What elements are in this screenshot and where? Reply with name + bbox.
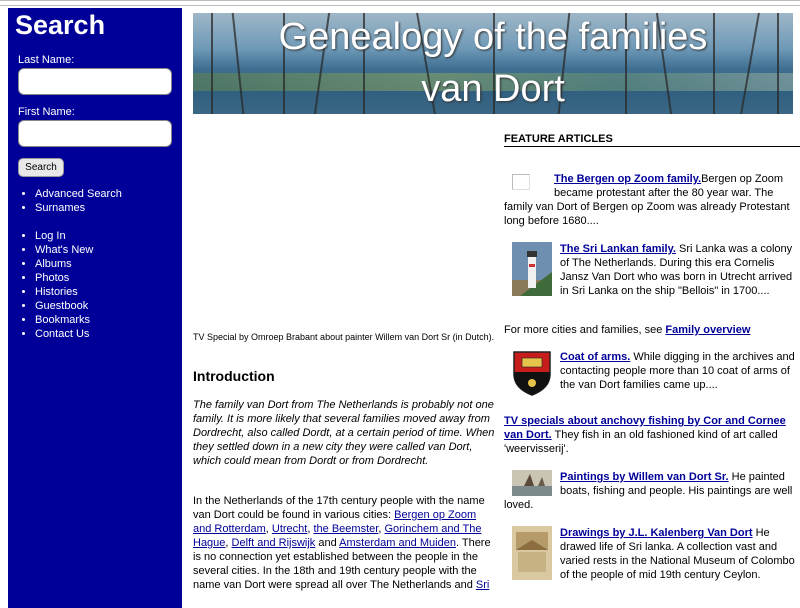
intro-paragraph: The family van Dort from The Netherlands is probably not one family. It is more likely that several families moved away from Dordrecht, also called Dordt, at a certain period of time. When they settled down in a new city they were called van Dort, which could mean from Dordt or from Dordrecht. bbox=[193, 399, 495, 467]
article-drawings: Drawings by J.L. Kalenberg Van Dort He drawed life of Sri lanka. A collection vast and varied rests in the National Museum of Colombo of the people of mid 19th century Ceylon. bbox=[504, 526, 800, 582]
feature-articles-heading: FEATURE ARTICLES bbox=[504, 133, 800, 147]
painting-thumbnail[interactable] bbox=[512, 470, 552, 496]
article-link-sri-lankan[interactable]: The Sri Lankan family. bbox=[560, 243, 676, 255]
search-sidebar bbox=[8, 8, 182, 608]
sidebar-item-whats-new[interactable]: • What's New bbox=[35, 243, 93, 257]
intro-heading: Introduction bbox=[193, 368, 275, 384]
sidebar-primary-links bbox=[18, 187, 122, 215]
family-overview-line: For more cities and families, see Family overview bbox=[504, 324, 751, 336]
article-link-bergen[interactable]: The Bergen op Zoom family. bbox=[554, 173, 702, 185]
banner-title-line1: Genealogy of the families bbox=[278, 16, 708, 58]
sidebar-title: Search bbox=[15, 10, 106, 40]
banner-title-line2: van Dort bbox=[421, 68, 565, 110]
link-beemster[interactable]: the Beemster bbox=[313, 523, 379, 535]
video-caption: TV Special by Omroep Brabant about painter Willem van Dort Sr (in Dutch). bbox=[193, 332, 495, 342]
first-name-label: First Name: bbox=[18, 106, 75, 118]
sidebar-item-contact-us[interactable]: • Contact Us bbox=[35, 327, 93, 341]
lighthouse-thumbnail[interactable] bbox=[512, 242, 552, 296]
article-coat-of-arms: Coat of arms. While digging in the archives and contacting people more than 10 coat of arms of the van Dort families came up.... bbox=[504, 350, 800, 398]
article-bergen-op-zoom: The Bergen op Zoom family.Bergen op Zoom became protestant after the 80 year war. The family van Dort of Bergen op Zoom was already Protestant long before 1680.... bbox=[504, 173, 790, 227]
sidebar-item-bookmarks[interactable]: • Bookmarks bbox=[35, 313, 93, 327]
sidebar-item-histories[interactable]: • Histories bbox=[35, 285, 93, 299]
article-link-paintings[interactable]: Paintings by Willem van Dort Sr. bbox=[560, 471, 729, 483]
header-banner bbox=[193, 13, 793, 114]
sidebar-item-photos[interactable]: • Photos bbox=[35, 271, 93, 285]
article-sri-lankan: The Sri Lankan family. Sri Lanka was a colony of The Netherlands. During this era Cornelis Jansz Van Dort who was born in Utrecht arrived in Sri Lanka on the ship "Bellois" in 1700.... bbox=[504, 242, 800, 298]
article-tv-specials: TV specials about anchovy fishing by Cor and Cornee van Dort. They fish in an old fashioned kind of art called 'weervisserij'. bbox=[504, 415, 786, 455]
sidebar-item-guestbook[interactable]: • Guestbook bbox=[35, 299, 93, 313]
first-name-input[interactable] bbox=[18, 120, 172, 147]
article-link-tv-specials[interactable]: TV specials about anchovy fishing by Cor and Cornee van Dort. bbox=[504, 415, 786, 441]
link-delft-rijswijk[interactable]: Delft and Rijswijk bbox=[231, 537, 316, 549]
cities-paragraph: In the Netherlands of the 17th century people with the name van Dort could be found in various cities: Bergen op Zoom and Rotterdam, Utrecht, the Beemster, Gorinchem and The Hague, Delft and Rijswijk and Amsterdam and Muiden. There is no connection yet established between the people in the several cities. In the 18th and 19th century people with the name van Dort were spread all over The Netherlands and Sri bbox=[193, 495, 491, 591]
browser-top-edge bbox=[0, 0, 800, 6]
broken-image-icon bbox=[512, 174, 530, 190]
link-gorinchem-hague[interactable]: Gorinchem and The Hague bbox=[193, 523, 482, 549]
link-bergen-rotterdam[interactable]: Bergen op Zoom and Rotterdam bbox=[193, 509, 477, 535]
article-link-coat-of-arms[interactable]: Coat of arms. bbox=[560, 351, 631, 363]
article-link-drawings[interactable]: Drawings by J.L. Kalenberg Van Dort bbox=[560, 527, 753, 539]
link-utrecht[interactable]: Utrecht bbox=[271, 523, 308, 535]
sidebar-item-albums[interactable]: • Albums bbox=[35, 257, 93, 271]
drawing-thumbnail[interactable] bbox=[512, 526, 552, 580]
coat-of-arms-thumbnail[interactable] bbox=[512, 350, 552, 396]
sidebar-secondary-links bbox=[18, 229, 93, 341]
link-sri-lanka[interactable]: Sri bbox=[475, 579, 490, 591]
article-paintings: Paintings by Willem van Dort Sr. He painted boats, fishing and people. His paintings are well loved. bbox=[504, 471, 793, 511]
link-amsterdam-muiden[interactable]: Amsterdam and Muiden bbox=[339, 537, 456, 549]
last-name-input[interactable] bbox=[18, 68, 172, 95]
sidebar-item-log-in[interactable]: • Log In bbox=[35, 229, 93, 243]
family-overview-link[interactable]: Family overview bbox=[665, 324, 751, 336]
sidebar-item-advanced-search[interactable]: • Advanced Search bbox=[35, 187, 122, 201]
sidebar-item-surnames[interactable]: • Surnames bbox=[35, 201, 122, 215]
search-button[interactable]: Search bbox=[18, 158, 64, 177]
last-name-label: Last Name: bbox=[18, 54, 75, 66]
